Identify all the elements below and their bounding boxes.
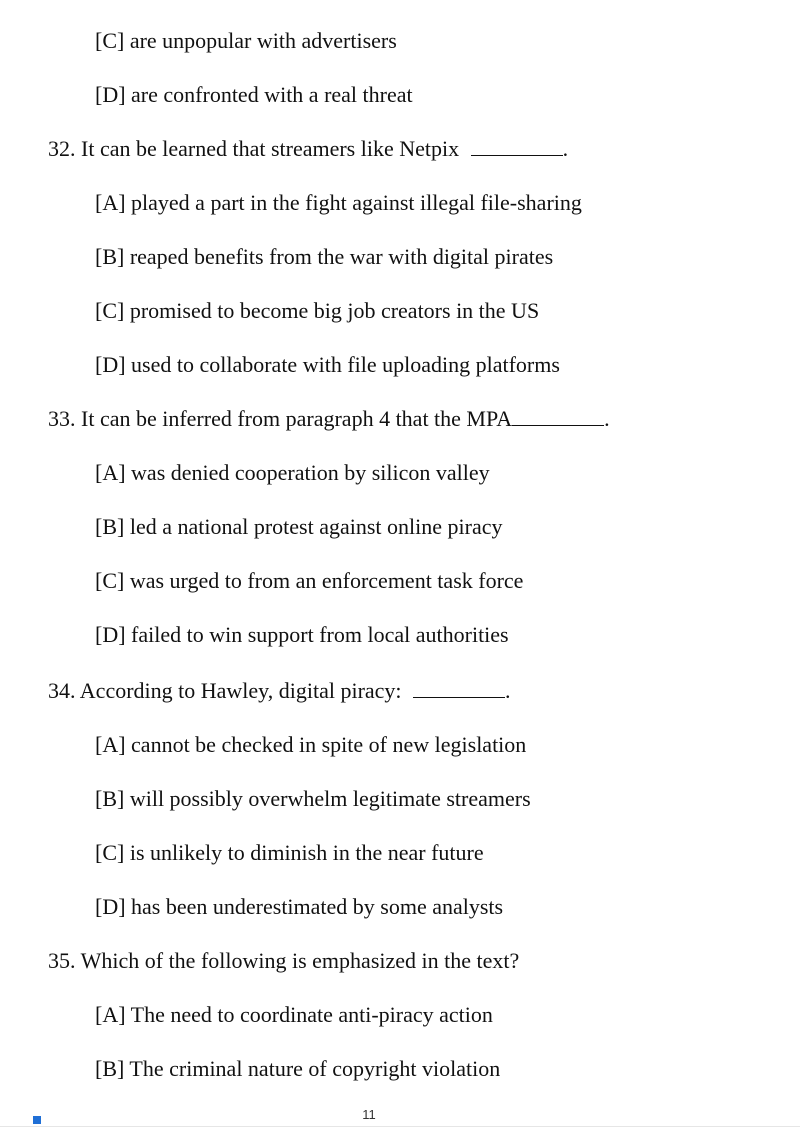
q35-stem: 35. Which of the following is emphasized in the text?: [48, 948, 520, 973]
q34-option-c: [C] is unlikely to diminish in the near future: [95, 840, 484, 865]
q32-option-b: [B] reaped benefits from the war with digital pirates: [95, 244, 554, 269]
q34-stem-line: [48, 678, 511, 704]
q33-option-b: [B] led a national protest against online piracy: [95, 514, 503, 539]
q34-stem-end: .: [505, 678, 511, 703]
q33-option-a: [A] was denied cooperation by silicon valley: [95, 460, 490, 485]
q32-stem-end: .: [562, 136, 569, 161]
q32-stem-line: [48, 136, 568, 162]
q32-stem: 32. It can be learned that streamers like Netpix: [48, 136, 460, 161]
q34-answer-blank: [413, 679, 505, 698]
q35-option-a: [A] The need to coordinate anti-piracy action: [95, 1002, 493, 1027]
q34-stem: 34. According to Hawley, digital piracy:: [48, 678, 402, 703]
q33-stem-end: .: [604, 406, 610, 431]
q32-option-c: [C] promised to become big job creators in the US: [95, 298, 540, 323]
bottom-rule: [0, 1126, 800, 1127]
q34-option-d: [D] has been underestimated by some analysts: [95, 894, 504, 919]
page-number: 11: [362, 1107, 376, 1122]
q33-option-c: [C] was urged to from an enforcement task force: [95, 568, 524, 593]
q31-option-c: [C] are unpopular with advertisers: [95, 28, 397, 53]
q31-option-d: [D] are confronted with a real threat: [95, 82, 413, 107]
q34-option-b: [B] will possibly overwhelm legitimate streamers: [95, 786, 531, 811]
q32-answer-blank: [471, 137, 563, 156]
q35-option-b: [B] The criminal nature of copyright violation: [95, 1056, 501, 1081]
q32-option-d: [D] used to collaborate with file uploading platforms: [95, 352, 560, 377]
q33-stem-line: [48, 406, 610, 432]
q33-option-d: [D] failed to win support from local authorities: [95, 622, 509, 647]
q33-answer-blank: [512, 407, 604, 426]
q33-stem: 33. It can be inferred from paragraph 4 that the MPA: [48, 406, 513, 431]
q32-option-a: [A] played a part in the fight against illegal file-sharing: [95, 190, 582, 215]
q34-option-a: [A] cannot be checked in spite of new legislation: [95, 732, 527, 757]
